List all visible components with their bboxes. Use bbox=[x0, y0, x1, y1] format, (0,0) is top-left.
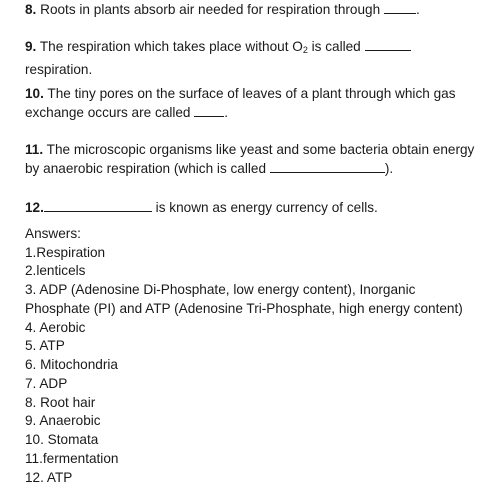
answer-blank bbox=[194, 115, 224, 117]
question-subscript: 2 bbox=[302, 45, 308, 55]
question-text: Roots in plants absorb air needed for respiration through bbox=[36, 2, 384, 17]
answers-list bbox=[25, 244, 480, 488]
question-number: 9. bbox=[25, 39, 37, 54]
answer-item: 10. Stomata bbox=[25, 432, 99, 448]
answer-item: 5. ATP bbox=[25, 338, 65, 354]
question-text: The microscopic organisms like yeast and some bacteria obtain energy by anaerobic respiration (which is called bbox=[25, 142, 475, 176]
answer-item: 2.lenticels bbox=[25, 263, 86, 279]
question-number: 12. bbox=[25, 200, 44, 215]
question-number: 11. bbox=[25, 142, 44, 157]
question-text-middle: is called bbox=[307, 39, 365, 54]
question-text-end: . bbox=[415, 2, 420, 17]
answer-item: 9. Anaerobic bbox=[25, 413, 101, 429]
answers-section bbox=[25, 225, 480, 487]
question-10 bbox=[25, 84, 480, 122]
answer-item: 1.Respiration bbox=[25, 244, 106, 260]
answer-item: 11.fermentation bbox=[25, 450, 119, 466]
question-12 bbox=[25, 198, 480, 217]
answer-blank bbox=[270, 171, 385, 173]
question-11 bbox=[25, 140, 480, 178]
answer-item: 12. ATP bbox=[25, 469, 73, 485]
question-text-end: respiration. bbox=[25, 62, 93, 77]
question-text: is known as energy currency of cells. bbox=[151, 200, 378, 215]
answer-blank bbox=[384, 12, 416, 14]
question-text-end: ). bbox=[384, 161, 394, 176]
question-text-end: . bbox=[224, 105, 229, 120]
answer-blank bbox=[365, 49, 411, 51]
question-text: The tiny pores on the surface of leaves of a plant through which gas exchange occurs are called bbox=[25, 86, 456, 120]
question-number: 10. bbox=[25, 86, 44, 101]
question-9 bbox=[25, 37, 480, 79]
answer-item: 8. Root hair bbox=[25, 394, 96, 410]
answer-item: 4. Aerobic bbox=[25, 319, 86, 335]
answer-item: 6. Mitochondria bbox=[25, 357, 118, 373]
answer-item: 3. ADP (Adenosine Di-Phosphate, low energy content), Inorganic Phosphate (PI) and ATP (Adenosine Tri-Phosphate, high energy content) bbox=[25, 282, 463, 316]
answer-blank bbox=[44, 210, 152, 212]
answer-item: 7. ADP bbox=[25, 375, 68, 391]
answers-heading: Answers: bbox=[25, 226, 81, 241]
question-number: 8. bbox=[25, 2, 37, 17]
question-text: The respiration which takes place without O bbox=[36, 39, 303, 54]
question-8 bbox=[25, 0, 480, 19]
